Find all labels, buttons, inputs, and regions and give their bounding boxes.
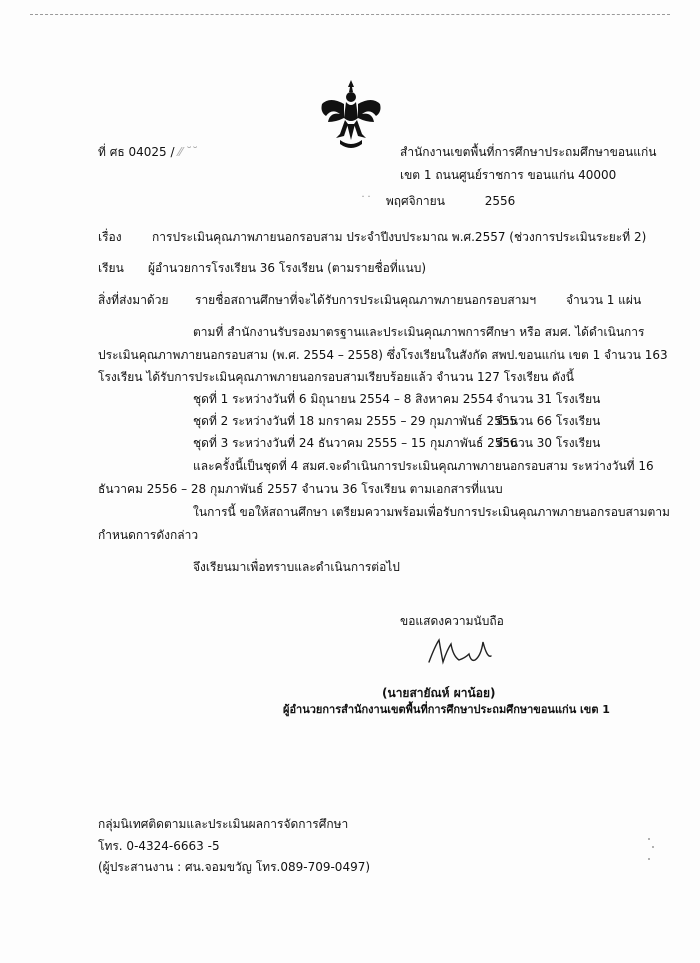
illegible-day-mark: ˙˙ xyxy=(360,194,372,208)
footer-phone: โทร. 0-4324-6663 -5 xyxy=(98,839,220,853)
footer-department: กลุ่มนิเทศติดตามและประเมินผลการจัดการศึกษา xyxy=(98,817,349,831)
batch-3-count: จำนวน 30 โรงเรียน xyxy=(496,436,601,450)
enclosure-qty: จำนวน 1 แผ่น xyxy=(566,293,642,307)
footer-coordinator: (ผู้ประสานงาน : ศน.จอมขวัญ โทร.089-709-0497) xyxy=(98,860,371,874)
recipient-text: ผู้อำนวยการโรงเรียน 36 โรงเรียน (ตามรายชื่อที่แนบ) xyxy=(148,261,427,275)
paragraph-1-line-2: ประเมินคุณภาพภายนอกรอบสาม (พ.ศ. 2554 – 2558) ซึ่งโรงเรียนในสังกัด สพป.ขอนแก่น เขต 1 จำนวน 163 xyxy=(98,348,668,362)
enclosure-text: รายชื่อสถานศึกษาที่จะได้รับการประเมินคุณภาพภายนอกรอบสามฯ xyxy=(195,293,537,307)
batch-2-period: ชุดที่ 2 ระหว่างวันที่ 18 มกราคม 2555 – 29 กุมภาพันธ์ 2555 xyxy=(193,414,517,428)
office-address: เขต 1 ถนนศูนย์ราชการ ขอนแก่น 40000 xyxy=(400,168,617,182)
recipient-label: เรียน xyxy=(98,261,124,275)
reference-number: ที่ ศธ 04025 / ⁄⁄ ˘˘ xyxy=(98,145,199,159)
top-border xyxy=(30,14,670,15)
scan-speck xyxy=(648,858,650,860)
batch-2-count: จำนวน 66 โรงเรียน xyxy=(496,414,601,428)
batch-1-count: จำนวน 31 โรงเรียน xyxy=(496,392,601,406)
batch-3-period: ชุดที่ 3 ระหว่างวันที่ 24 ธันวาคม 2555 – 15 กุมภาพันธ์ 2556 xyxy=(193,436,518,450)
regards-text: ขอแสดงความนับถือ xyxy=(400,614,504,628)
signatory-name: (นายสายัณห์ ผาน้อย) xyxy=(382,686,496,700)
paragraph-3-line-1: ในการนี้ ขอให้สถานศึกษา เตรียมความพร้อมเพื่อรับการประเมินคุณภาพภายนอกรอบสามตาม xyxy=(193,505,670,519)
subject-label: เรื่อง xyxy=(98,230,122,244)
batch-1-period: ชุดที่ 1 ระหว่างวันที่ 6 มิถุนายน 2554 – 8 สิงหาคม 2554 xyxy=(193,392,494,406)
handwritten-signature xyxy=(425,632,495,672)
scan-speck xyxy=(648,838,650,840)
paragraph-2-line-1: และครั้งนี้เป็นชุดที่ 4 สมศ.จะดำเนินการประเมินคุณภาพภายนอกรอบสาม ระหว่างวันที่ 16 xyxy=(193,459,654,473)
signatory-position: ผู้อำนวยการสำนักงานเขตพื้นที่การศึกษาประถมศึกษาขอนแก่น เขต 1 xyxy=(283,703,610,716)
scan-speck xyxy=(652,846,654,848)
paragraph-3-line-2: กำหนดการดังกล่าว xyxy=(98,528,199,542)
paragraph-1-line-1: ตามที่ สำนักงานรับรองมาตรฐานและประเมินคุณภาพการศึกษา หรือ สมศ. ได้ดำเนินการ xyxy=(193,325,645,339)
enclosure-label: สิ่งที่ส่งมาด้วย xyxy=(98,293,169,307)
office-name: สำนักงานเขตพื้นที่การศึกษาประถมศึกษาขอนแก่น xyxy=(400,145,657,159)
illegible-ref-scribble: ⁄⁄ ˘˘ xyxy=(178,145,199,159)
date-line: ˙˙ พฤศจิกายน 2556 xyxy=(360,194,516,208)
paragraph-2-line-2: ธันวาคม 2556 – 28 กุมภาพันธ์ 2557 จำนวน 36 โรงเรียน ตามเอกสารที่แนบ xyxy=(98,482,503,496)
paragraph-1-line-3: โรงเรียน ได้รับการประเมินคุณภาพภายนอกรอบสามเรียบร้อยแล้ว จำนวน 127 โรงเรียน ดังนี้ xyxy=(98,370,574,384)
garuda-emblem-icon xyxy=(318,78,384,154)
closing-statement: จึงเรียนมาเพื่อทราบและดำเนินการต่อไป xyxy=(193,560,400,574)
subject-text: การประเมินคุณภาพภายนอกรอบสาม ประจำปีงบประมาณ พ.ศ.2557 (ช่วงการประเมินระยะที่ 2) xyxy=(152,230,647,244)
